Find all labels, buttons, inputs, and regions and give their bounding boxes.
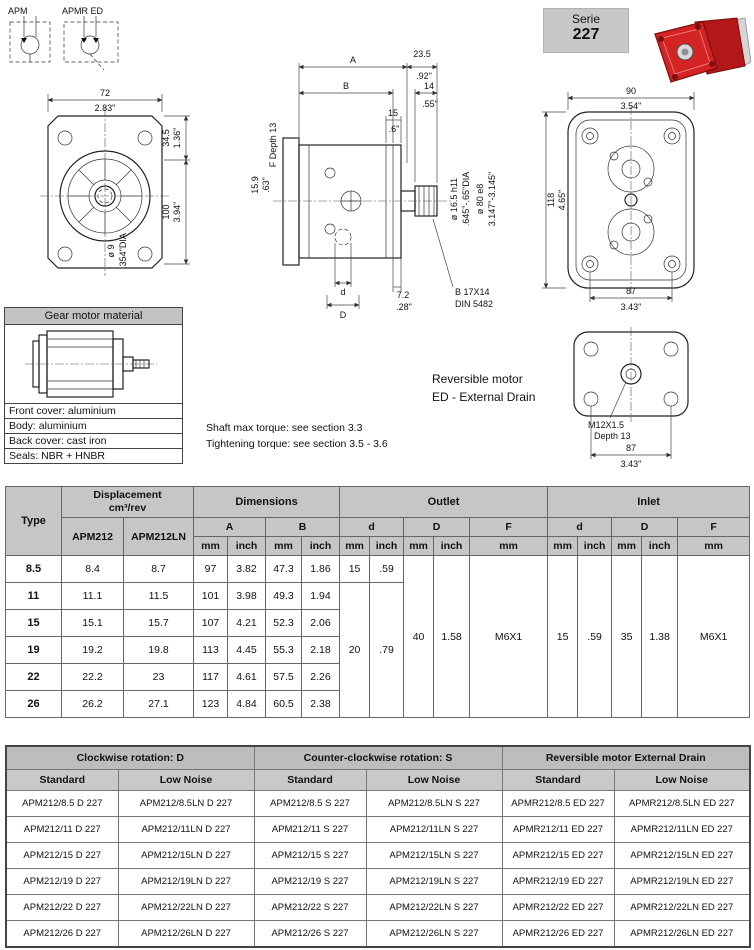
model-cell: APMR212/8.5 ED 227 <box>502 791 614 817</box>
spec-cell: 107 <box>194 610 228 637</box>
spec-cell: 2.38 <box>302 691 340 718</box>
spec-cell: 15.1 <box>62 610 124 637</box>
dim-side-D-label: D <box>339 310 347 320</box>
apmr-symbol-label: APMR ED <box>62 6 104 16</box>
model-cell: APM212/8.5LN S 227 <box>366 791 502 817</box>
rear-ed-view-drawing <box>574 327 688 469</box>
spec-cell: 15.7 <box>124 610 194 637</box>
dim-side-235-mm: 23.5 <box>413 49 431 59</box>
spec-cell: 19 <box>6 637 62 664</box>
spec-cell: 101 <box>194 583 228 610</box>
spec-cell: .59 <box>578 556 612 718</box>
spec-cell: 8.7 <box>124 556 194 583</box>
spec-cell: 4.21 <box>228 610 266 637</box>
low-noise-header: Low Noise <box>118 770 254 791</box>
spec-cell: M6X1 <box>470 556 548 718</box>
dim-spline-standard: DIN 5482 <box>455 299 494 309</box>
spec-header-outlet-F: F <box>470 518 548 537</box>
model-row <box>6 869 750 895</box>
unit-inch: inch <box>434 537 470 556</box>
displacement-unit: cm³/rev <box>108 502 147 514</box>
model-cell: APM212/19 S 227 <box>254 869 366 895</box>
group-counter-clockwise: Counter-clockwise rotation: S <box>254 746 502 770</box>
dim-rear-height-in: 4.65" <box>557 189 567 211</box>
side-view-drawing <box>250 49 497 320</box>
spec-header-B: B <box>266 518 340 537</box>
model-cell: APMR212/22LN ED 227 <box>614 895 750 921</box>
model-cell: APM212/11 S 227 <box>254 817 366 843</box>
model-cell: APMR212/15LN ED 227 <box>614 843 750 869</box>
dim-drain-depth: Depth 13 <box>594 431 631 441</box>
spec-header-inlet: Inlet <box>548 487 750 518</box>
serie-label: Serie <box>571 12 600 26</box>
model-cell: APM212/26 D 227 <box>6 921 118 948</box>
spec-header-outlet-d: d <box>340 518 404 537</box>
spec-header-inlet-d: d <box>548 518 612 537</box>
spec-cell: 23 <box>124 664 194 691</box>
unit-inch: inch <box>228 537 266 556</box>
spec-cell: 52.3 <box>266 610 302 637</box>
unit-mm: mm <box>194 537 228 556</box>
model-row <box>6 817 750 843</box>
model-cell: APM212/26LN S 227 <box>366 921 502 948</box>
spec-cell: 2.18 <box>302 637 340 664</box>
spec-header-apm212ln: APM212LN <box>124 518 194 556</box>
gear-motor-section-drawing <box>9 327 179 401</box>
model-row <box>6 895 750 921</box>
model-cell: APM212/19LN S 227 <box>366 869 502 895</box>
spec-cell: 26 <box>6 691 62 718</box>
model-cell: APMR212/11 ED 227 <box>502 817 614 843</box>
spec-cell: 11.1 <box>62 583 124 610</box>
apm-symbol-label: APM <box>8 6 28 16</box>
spec-header-dimensions: Dimensions <box>194 487 340 518</box>
spec-cell: 3.82 <box>228 556 266 583</box>
material-back-cover: Back cover: cast iron <box>5 434 182 449</box>
spec-header-inlet-D: D <box>612 518 678 537</box>
dim-rear-width-mm: 90 <box>625 86 637 96</box>
model-cell: APM212/8.5 D 227 <box>6 791 118 817</box>
model-header-sub <box>6 770 750 791</box>
spec-header-outlet: Outlet <box>340 487 548 518</box>
standard-header: Standard <box>6 770 118 791</box>
tightening-torque-note: Tightening torque: see section 3.5 - 3.6 <box>206 438 388 450</box>
spec-cell: 47.3 <box>266 556 302 583</box>
unit-inch: inch <box>302 537 340 556</box>
model-cell: APM212/8.5LN D 227 <box>118 791 254 817</box>
group-reversible: Reversible motor External Drain <box>502 746 750 770</box>
dim-side-72-in: .28" <box>396 302 412 312</box>
model-cell: APMR212/11LN ED 227 <box>614 817 750 843</box>
model-cell: APM212/8.5 S 227 <box>254 791 366 817</box>
spec-header-displacement <box>62 487 194 518</box>
low-noise-header: Low Noise <box>614 770 750 791</box>
spec-header-A: A <box>194 518 266 537</box>
spec-cell: 15 <box>6 610 62 637</box>
spec-cell: 15 <box>548 556 578 718</box>
material-seals: Seals: NBR + HNBR <box>9 450 105 462</box>
spec-cell: 49.3 <box>266 583 302 610</box>
unit-mm: mm <box>340 537 370 556</box>
model-cell: APMR212/22 ED 227 <box>502 895 614 921</box>
unit-inch: inch <box>578 537 612 556</box>
model-cell: APM212/19LN D 227 <box>118 869 254 895</box>
unit-inch: inch <box>370 537 404 556</box>
dim-side-235-in: .92" <box>416 71 432 81</box>
spec-header-inlet-F: F <box>678 518 750 537</box>
model-row <box>6 843 750 869</box>
product-photo <box>645 10 751 102</box>
unit-mm: mm <box>404 537 434 556</box>
spec-cell: M6X1 <box>678 556 750 718</box>
dim-front-h2-in: 3.94" <box>172 201 182 223</box>
model-row <box>6 791 750 817</box>
reversible-motor-note <box>432 370 535 406</box>
dim-drain-thread: M12X1.5 <box>588 420 625 430</box>
model-cell: APM212/15 D 227 <box>6 843 118 869</box>
spec-header-outlet-D: D <box>404 518 470 537</box>
spec-cell: 8.4 <box>62 556 124 583</box>
dim-front-hole-in: .354"DIA <box>118 233 128 269</box>
rear-view-drawing <box>542 86 694 312</box>
model-cell: APM212/15LN D 227 <box>118 843 254 869</box>
spec-cell: 22.2 <box>62 664 124 691</box>
spec-cell: 19.2 <box>62 637 124 664</box>
material-box-title: Gear motor material <box>5 308 182 325</box>
dim-side-f-depth: F Depth 13 <box>268 122 278 168</box>
spec-header-apm212: APM212 <box>62 518 124 556</box>
dim-rear-ed-bolt-mm: 87 <box>625 443 637 453</box>
model-cell: APMR212/19 ED 227 <box>502 869 614 895</box>
spec-cell: 22 <box>6 664 62 691</box>
spec-cell: 40 <box>404 556 434 718</box>
spec-cell: .79 <box>370 583 404 718</box>
spec-cell: 4.45 <box>228 637 266 664</box>
model-cell: APM212/22LN D 227 <box>118 895 254 921</box>
apm-hydraulic-symbol <box>8 6 50 62</box>
spec-cell: 19.8 <box>124 637 194 664</box>
spec-cell: 3.98 <box>228 583 266 610</box>
spec-header-row-groups <box>6 487 750 518</box>
dim-front-h2-mm: 100 <box>161 204 171 220</box>
spec-cell: 1.58 <box>434 556 470 718</box>
dim-spline-type: B 17X14 <box>455 287 490 297</box>
model-codes-table <box>5 745 751 948</box>
unit-mm: mm <box>548 537 578 556</box>
dim-shaft-dia-in: .645"-.65"DIA <box>461 171 471 227</box>
dim-side-14-mm: 14 <box>423 81 435 91</box>
model-cell: APMR212/8.5LN ED 227 <box>614 791 750 817</box>
serie-badge <box>543 8 629 53</box>
dim-front-width-in: 2.83" <box>94 103 116 113</box>
dim-rear-bolt-mm: 87 <box>625 286 637 296</box>
displacement-label: Displacement <box>93 489 162 501</box>
model-row <box>6 921 750 948</box>
gear-motor-figure <box>5 325 182 404</box>
model-header-groups <box>6 746 750 770</box>
model-cell: APMR212/15 ED 227 <box>502 843 614 869</box>
dim-side-72-mm: 7.2 <box>396 290 410 300</box>
dim-front-width-mm: 72 <box>99 88 111 98</box>
unit-inch: inch <box>642 537 678 556</box>
model-cell: APM212/11LN S 227 <box>366 817 502 843</box>
group-clockwise: Clockwise rotation: D <box>6 746 254 770</box>
unit-mm: mm <box>470 537 548 556</box>
spec-cell: 97 <box>194 556 228 583</box>
model-cell: APM212/15 S 227 <box>254 843 366 869</box>
model-cell: APM212/11LN D 227 <box>118 817 254 843</box>
serie-number: 227 <box>572 26 600 43</box>
dim-rear-ed-bolt-in: 3.43" <box>620 459 642 469</box>
torque-notes <box>206 420 388 452</box>
front-view-drawing <box>40 88 190 276</box>
dim-side-159-mm: 15.9 <box>250 176 260 194</box>
spec-cell: 2.06 <box>302 610 340 637</box>
model-cell: APM212/22LN S 227 <box>366 895 502 921</box>
dim-pilot-dia: ø 80 e8 <box>475 183 485 215</box>
unit-mm: mm <box>266 537 302 556</box>
dim-side-15-in: .6" <box>388 124 400 134</box>
spec-cell: 4.61 <box>228 664 266 691</box>
standard-header: Standard <box>502 770 614 791</box>
spec-cell: 20 <box>340 583 370 718</box>
dim-side-159-in: .63" <box>261 177 271 193</box>
dim-front-hole: ø 9 <box>106 244 116 258</box>
spec-cell: .59 <box>370 556 404 583</box>
model-cell: APMR212/26 ED 227 <box>502 921 614 948</box>
apmr-ed-hydraulic-symbol <box>62 6 118 70</box>
model-cell: APMR212/19LN ED 227 <box>614 869 750 895</box>
dim-side-d-label: d <box>340 287 346 297</box>
dim-shaft-dia: ø 16.5 h11 <box>449 177 459 221</box>
model-cell: APM212/22 D 227 <box>6 895 118 921</box>
spec-cell: 1.38 <box>642 556 678 718</box>
model-cell: APM212/15LN S 227 <box>366 843 502 869</box>
standard-header: Standard <box>254 770 366 791</box>
dim-side-A: A <box>349 55 357 65</box>
dim-side-15-mm: 15 <box>387 108 399 118</box>
spec-cell: 4.84 <box>228 691 266 718</box>
reversible-note-line2: ED - External Drain <box>432 390 536 404</box>
low-noise-header: Low Noise <box>366 770 502 791</box>
spec-cell: 60.5 <box>266 691 302 718</box>
material-box <box>4 307 183 464</box>
dim-side-14-in: .55" <box>422 99 438 109</box>
spec-cell: 35 <box>612 556 642 718</box>
dim-front-h1-mm: 34.5 <box>161 129 171 147</box>
model-cell: APM212/26LN D 227 <box>118 921 254 948</box>
spec-cell: 26.2 <box>62 691 124 718</box>
dim-rear-height-mm: 118 <box>546 192 556 208</box>
spec-cell: 55.3 <box>266 637 302 664</box>
model-cell: APM212/26 S 227 <box>254 921 366 948</box>
spec-header-row-sub <box>6 518 750 537</box>
spec-cell: 11.5 <box>124 583 194 610</box>
model-cell: APM212/22 S 227 <box>254 895 366 921</box>
spec-row <box>6 556 750 583</box>
dim-rear-bolt-in: 3.43" <box>620 302 642 312</box>
reversible-note-line1: Reversible motor <box>432 372 523 386</box>
dim-side-B: B <box>342 81 350 91</box>
dim-rear-width-in: 3.54" <box>620 101 642 111</box>
spec-cell: 1.86 <box>302 556 340 583</box>
dim-front-h1-in: 1.36" <box>172 127 182 149</box>
unit-mm: mm <box>678 537 750 556</box>
model-cell: APMR212/26LN ED 227 <box>614 921 750 948</box>
spec-cell: 15 <box>340 556 370 583</box>
spec-cell: 57.5 <box>266 664 302 691</box>
spec-cell: 113 <box>194 637 228 664</box>
spec-cell: 123 <box>194 691 228 718</box>
spec-cell: 2.26 <box>302 664 340 691</box>
spec-header-type: Type <box>6 487 62 556</box>
spec-cell: 11 <box>6 583 62 610</box>
model-cell: APM212/19 D 227 <box>6 869 118 895</box>
material-front-cover: Front cover: aluminium <box>5 404 182 419</box>
spec-cell: 8.5 <box>6 556 62 583</box>
model-cell: APM212/11 D 227 <box>6 817 118 843</box>
dim-pilot-dia-in: 3.147"-3.145" <box>487 171 497 227</box>
spec-cell: 27.1 <box>124 691 194 718</box>
spec-table <box>5 486 750 718</box>
unit-mm: mm <box>612 537 642 556</box>
spec-cell: 117 <box>194 664 228 691</box>
spec-cell: 1.94 <box>302 583 340 610</box>
shaft-torque-note: Shaft max torque: see section 3.3 <box>206 422 363 434</box>
material-body: Body: aluminium <box>5 419 182 434</box>
